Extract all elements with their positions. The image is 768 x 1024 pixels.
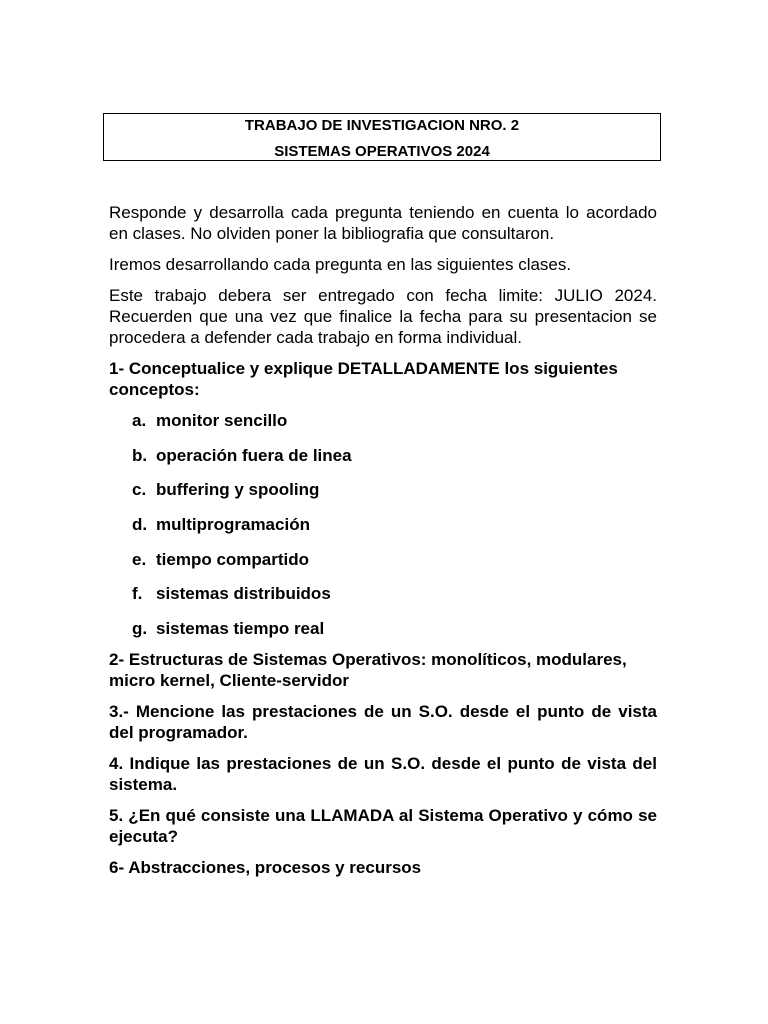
list-item-text: tiempo compartido xyxy=(156,549,310,569)
list-item-letter: a. xyxy=(132,411,147,430)
list-item-text: operación fuera de linea xyxy=(156,445,352,465)
document-header-box xyxy=(103,113,661,161)
list-item-letter: e. xyxy=(132,549,147,569)
list-item-text: buffering y spooling xyxy=(156,480,320,500)
intro-paragraph-3: Este trabajo debera ser entregado con fecha limite: JULIO 2024. Recuerden que una vez que finalice la fecha para su presentacion se procedera a defender cada trabajo en forma individual. xyxy=(109,286,657,347)
list-item-text: sistemas tiempo real xyxy=(156,619,325,639)
list-item-letter: d. xyxy=(132,515,148,535)
list-item xyxy=(109,445,657,466)
list-item xyxy=(109,514,657,535)
list-item-letter: b. xyxy=(132,445,148,465)
question-1: 1- Conceptualice y explique DETALLADAMENTE los siguientes conceptos: xyxy=(109,359,618,399)
list-item-text: sistemas distribuidos xyxy=(156,584,331,604)
list-item xyxy=(109,583,657,604)
list-item xyxy=(109,549,657,570)
list-item xyxy=(109,479,657,500)
intro-paragraph-1: Responde y desarrolla cada pregunta teniendo en cuenta lo acordado en clases. No olviden poner la bibliografia que consultaron. xyxy=(109,203,657,243)
intro-paragraph-2: Iremos desarrollando cada pregunta en las siguientes clases. xyxy=(109,255,572,274)
document-title: TRABAJO DE INVESTIGACION NRO. 2 xyxy=(244,117,520,134)
question-2: 2- Estructuras de Sistemas Operativos: monolíticos, modulares, micro kernel, Cliente-servidor xyxy=(109,650,627,691)
question-5: 5. ¿En qué consiste una LLAMADA al Sistema Operativo y cómo se ejecuta? xyxy=(109,806,657,847)
list-item-text: monitor sencillo xyxy=(156,411,288,430)
document-body xyxy=(109,202,657,888)
question-3: 3.- Mencione las prestaciones de un S.O. desde el punto de vista del programador. xyxy=(109,702,657,743)
question-1-list xyxy=(109,410,657,639)
list-item-letter: f. xyxy=(132,584,143,604)
question-6: 6- Abstracciones, procesos y recursos xyxy=(109,858,422,878)
document-subtitle: SISTEMAS OPERATIVOS 2024 xyxy=(274,143,490,160)
list-item-letter: g. xyxy=(132,619,148,639)
list-item xyxy=(109,618,657,639)
list-item xyxy=(109,410,657,431)
list-item-text: multiprogramación xyxy=(156,515,310,535)
list-item-letter: c. xyxy=(132,480,147,500)
question-4: 4. Indique las prestaciones de un S.O. desde el punto de vista del sistema. xyxy=(109,754,657,795)
